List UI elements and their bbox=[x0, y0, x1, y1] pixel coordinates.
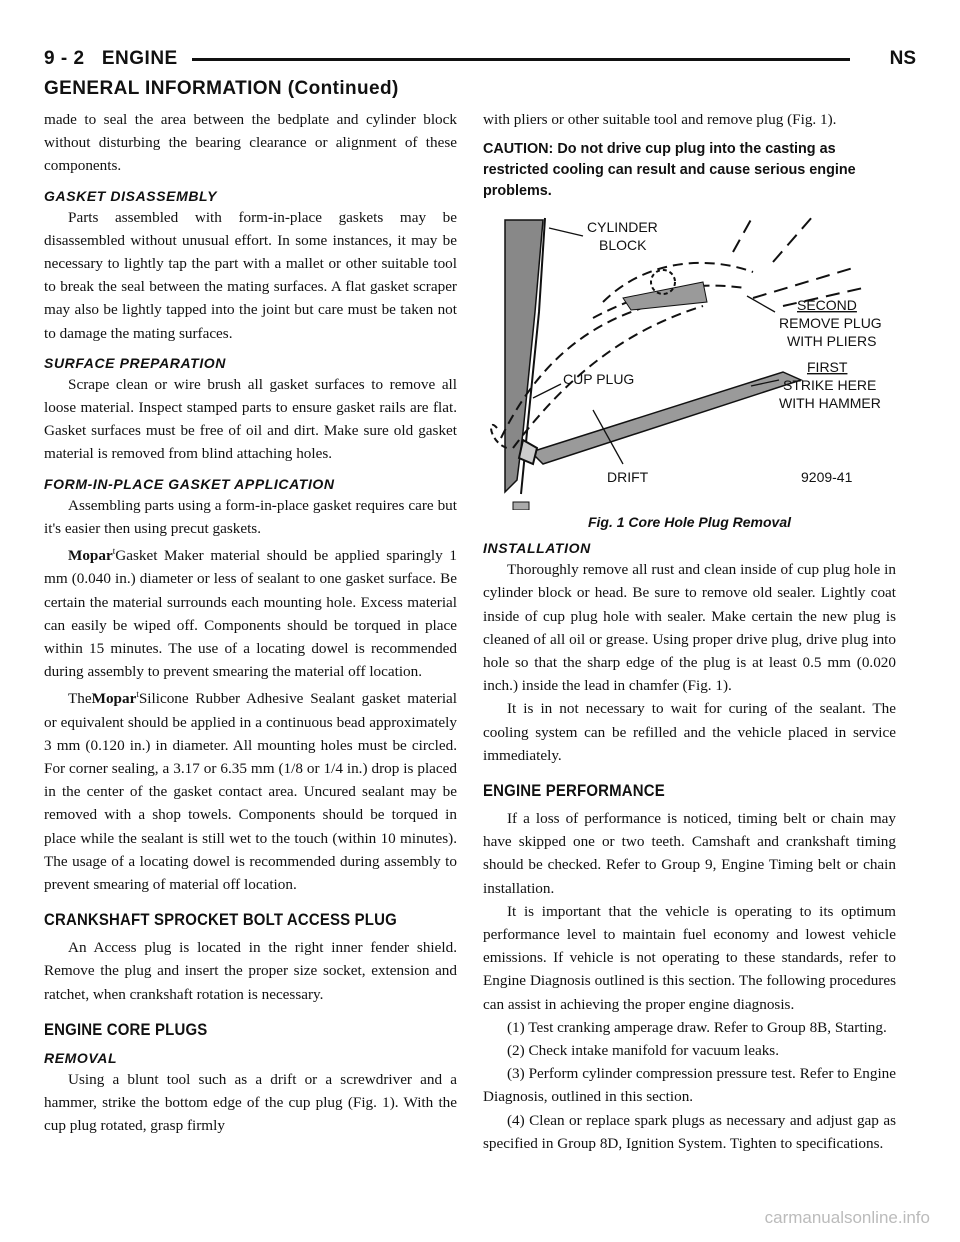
figure-caption: Fig. 1 Core Hole Plug Removal bbox=[587, 514, 792, 531]
continued-heading: GENERAL INFORMATION (Continued) bbox=[44, 78, 399, 99]
section-heading: CRANKSHAFT SPROCKET BOLT ACCESS PLUG bbox=[44, 910, 397, 930]
section-heading: ENGINE CORE PLUGS bbox=[44, 1019, 208, 1039]
paragraph: TheMopar$^t$Silicone Rubber Adhesive Sealant gasket material or equivalent should be applied in a continuous bead approximately 3 mm (0.120 in.) in diameter. All mounting holes must be circled. For corner sealing, a 3.17 or 6.35 mm (1/8 or 1/4 in.) drop is placed in the center of the gasket contact area. Uncured sealant may be removed with a shop towels. Components should be torqued in place while the sealant is still wet to the touch (within 10 minutes). The usage of a locating dowel is recommended during assembly to prevent smearing of material off location. bbox=[44, 689, 457, 894]
list-item: (3) Perform cylinder compression pressure test. Refer to Engine Diagnosis, outlined in this section. bbox=[483, 1065, 896, 1106]
label-cylinder: CYLINDER bbox=[587, 219, 658, 236]
paragraph: Mopar$^t$Gasket Maker material should be applied sparingly 1 mm (0.040 in.) diameter or less of sealant to one gasket surface. Be certain the material surrounds each mounting hole. Excess material can easily be wiped off. Components should be torqued in place within 15 minutes. The use of a locating dowel is recommended during assembly to prevent smearing the material off location. bbox=[44, 546, 457, 681]
manual-code: NS bbox=[889, 48, 916, 69]
section-title: ENGINE bbox=[101, 48, 178, 69]
core-plug-figure bbox=[483, 202, 896, 510]
watermark: carmanualsonline.info bbox=[764, 1208, 930, 1227]
paragraph: Thoroughly remove all rust and clean inside of cup plug hole in cylinder block or head. Be sure to remove old sealer. Lightly coat inside of cup plug hole with sealer. Make certain the new plug is cleaned of all oil or grease. Using proper drive plug, drive plug into hole so that the sharp edge of the plug is at least 0.5 mm (0.020 inch.) inside the lead in chamfer (Fig. 1). bbox=[483, 561, 896, 695]
list-item: (4) Clean or replace spark plugs as necessary and adjust gap as specified in Group 8D, Ignition System. Tighten to specifications. bbox=[483, 1111, 896, 1152]
left-column bbox=[44, 108, 457, 1137]
paragraph: Assembling parts using a form-in-place gasket requires care but it's easier then using precut gaskets. bbox=[44, 496, 457, 537]
paragraph: It is important that the vehicle is operating to its optimum performance level to maintain fuel economy and lowest vehicle emissions. If vehicle is not operating to these standards, refer to Engine Diagnosis outlined is this section. The following procedures can assist in achieving the proper engine diagnosis. bbox=[483, 902, 896, 1013]
leader-line bbox=[549, 228, 583, 236]
header-rule bbox=[192, 58, 850, 61]
subheading: GASKET DISASSEMBLY bbox=[44, 187, 218, 204]
paragraph: An Access plug is located in the right inner fender shield. Remove the plug and insert the proper size socket, extension and ratchet, when crankshaft rotation is necessary. bbox=[44, 939, 457, 1003]
label-block: BLOCK bbox=[599, 237, 647, 254]
paragraph: Scrape clean or wire brush all gasket surfaces to remove all loose material. Inspect stamped parts to ensure gasket rails are flat. Gasket surfaces must be free of oil and dirt. Make sure old gasket material is removed from blind attaching holes. bbox=[44, 375, 457, 463]
subheading: INSTALLATION bbox=[483, 540, 591, 557]
leader-line bbox=[747, 296, 775, 312]
paragraph: It is in not necessary to wait for curing of the sealant. The cooling system can be refilled and the vehicle placed in service immediately. bbox=[483, 700, 896, 764]
page-number: 9 - 2 ENGINE bbox=[44, 48, 178, 69]
paragraph: with pliers or other suitable tool and remove plug (Fig. 1). bbox=[483, 111, 837, 128]
caution-note: CAUTION: Do not drive cup plug into the casting as restricted cooling can result and cause serious engine problems. bbox=[483, 141, 856, 200]
label-with-hammer: WITH HAMMER bbox=[779, 395, 881, 412]
subheading: FORM-IN-PLACE GASKET APPLICATION bbox=[44, 475, 335, 492]
label-strike-here: STRIKE HERE bbox=[783, 377, 877, 394]
label-second: SECOND bbox=[797, 297, 857, 314]
paragraph: Using a blunt tool such as a drift or a screwdriver and a hammer, strike the bottom edge of the cup plug (Fig. 1). With the cup plug rotated, grasp firmly bbox=[44, 1070, 457, 1135]
label-remove-plug: REMOVE PLUG bbox=[779, 315, 882, 332]
pliers-dash-lines bbox=[733, 216, 863, 306]
pliers-jaw-shape bbox=[623, 282, 707, 310]
subheading: REMOVAL bbox=[44, 1049, 118, 1066]
block-base-shape bbox=[513, 502, 529, 510]
paragraph: made to seal the area between the bedplate and cylinder block without disturbing the bearing clearance or alignment of these components. bbox=[44, 111, 457, 175]
section-heading: ENGINE PERFORMANCE bbox=[483, 781, 665, 801]
label-drift: DRIFT bbox=[607, 469, 649, 486]
label-cup-plug: CUP PLUG bbox=[563, 371, 635, 388]
label-with-pliers: WITH PLIERS bbox=[787, 333, 877, 350]
paragraph: Parts assembled with form-in-place gaskets may be disassembled without unusual effort. In some instances, it may be necessary to lightly tap the part with a mallet or other suitable tool to break the seal between the mating surfaces. A flat gasket scraper may also be lightly tapped into the joint but care must be taken not to damage the mating surfaces. bbox=[44, 208, 457, 342]
paragraph: If a loss of performance is noticed, timing belt or chain may have skipped one or two teeth. Camshaft and crankshaft timing should be checked. Refer to Group 9, Engine Timing belt or chain installation. bbox=[483, 810, 896, 897]
subheading: SURFACE PREPARATION bbox=[44, 354, 227, 371]
list-item: (2) Check intake manifold for vacuum leaks. bbox=[507, 1042, 780, 1060]
right-column bbox=[483, 108, 896, 1155]
figure-id: 9209-41 bbox=[801, 469, 853, 486]
label-first: FIRST bbox=[807, 359, 848, 376]
list-item: (1) Test cranking amperage draw. Refer to Group 8B, Starting. bbox=[507, 1018, 887, 1036]
cup-plug-shape bbox=[519, 440, 537, 464]
